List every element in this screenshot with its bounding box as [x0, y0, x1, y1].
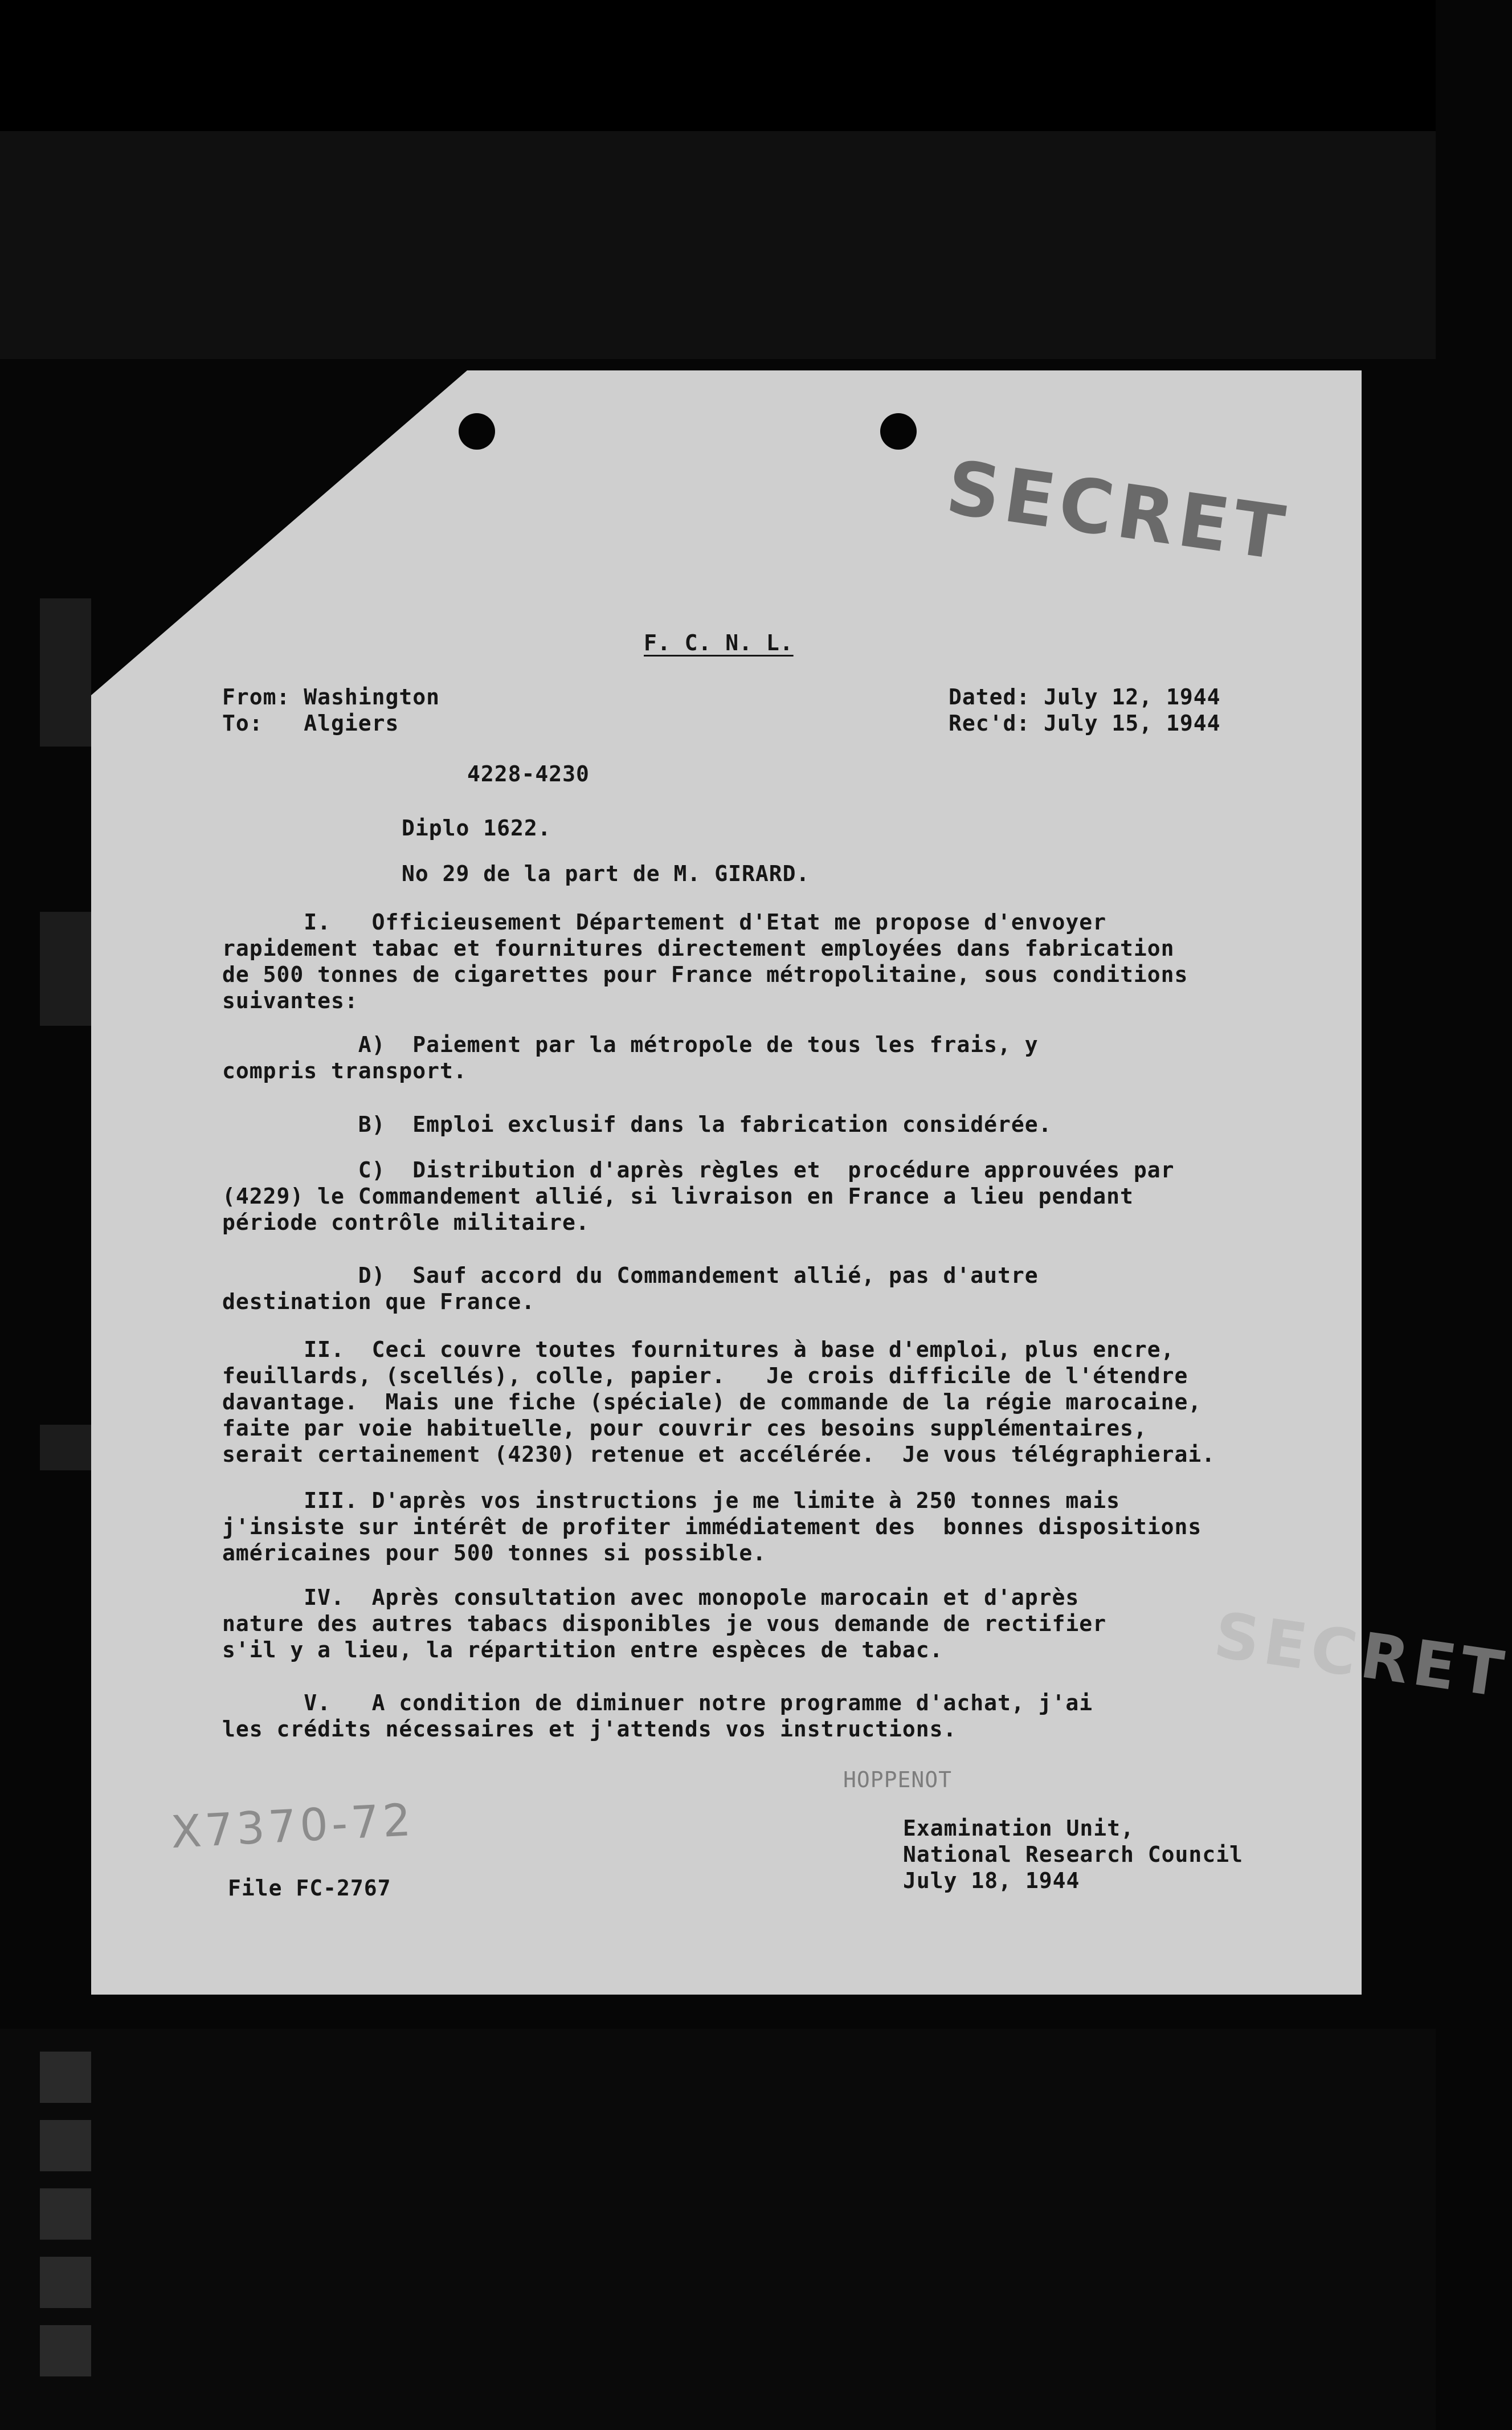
signature: HOPPENOT — [843, 1767, 953, 1792]
film-sprocket — [40, 2052, 91, 2103]
film-sprocket — [40, 912, 91, 1026]
film-sprocket — [40, 2188, 91, 2240]
paragraph-d: D) Sauf accord du Commandement allié, pas d'autre destination que France. — [222, 1263, 1039, 1314]
film-sprocket — [40, 1425, 91, 1470]
punch-hole — [459, 413, 495, 450]
paragraph-a: A) Paiement par la métropole de tous les frais, y compris transport. — [222, 1032, 1039, 1083]
film-band — [0, 131, 1436, 359]
paragraph-5: V. A condition de diminuer notre programme d'achat, j'ai les crédits nécessaires et j'attends vos instructions. — [222, 1690, 1093, 1742]
secret-stamp-ghost: SECRET — [1209, 1598, 1512, 1712]
to-line: To: Algiers — [222, 711, 399, 736]
paragraph-c: C) Distribution d'après règles et procédure approuvées par (4229) le Commandement allié, si livraison en France a lieu pendant période contrôle militaire. — [222, 1157, 1175, 1235]
film-sprocket — [40, 2120, 91, 2171]
from-line: From: Washington — [222, 684, 440, 710]
film-sprocket — [40, 598, 91, 747]
file-number: File FC-2767 — [228, 1875, 391, 1901]
examination-unit-block: Examination Unit, National Research Council July 18, 1944 — [903, 1816, 1243, 1893]
paragraph-1: I. Officieusement Département d'Etat me propose d'envoyer rapidement tabac et fournitures directement employées dans fabrication de 500 tonnes de cigarettes pour France métropolitaine, sous conditions suivantes: — [222, 910, 1188, 1013]
paragraph-2: II. Ceci couvre toutes fournitures à base d'emploi, plus encre, feuillards, (scellés), colle, papier. Je crois difficile de l'étendre davantage. Mais une fiche (spéciale) de commande de la régie marocaine, faite par voie habituelle, pour couvrir ces besoins supplémentaires, serait certainement (4230) retenue et accélérée. Je vous télégraphierai. — [222, 1337, 1216, 1467]
reference-number: 4228-4230 — [467, 761, 590, 786]
paragraph-3: III. D'après vos instructions je me limite à 250 tonnes mais j'insiste sur intérêt de profiter immédiatement des bonnes dispositions américaines pour 500 tonnes si possible. — [222, 1488, 1202, 1565]
film-sprocket — [40, 2257, 91, 2308]
dated-line: Dated: July 12, 1944 — [949, 684, 1221, 710]
film-top-border — [0, 0, 1436, 131]
subject-line: No 29 de la part de M. GIRARD. — [402, 861, 810, 886]
handwritten-number: X7370-72 — [169, 1794, 416, 1859]
secret-stamp: SECRET — [941, 443, 1294, 578]
paragraph-4: IV. Après consultation avec monopole marocain et d'après nature des autres tabacs disponibles je vous demande de rectifier s'il y a lieu, la répartition entre espèces de tabac. — [222, 1585, 1107, 1662]
diplo-number: Diplo 1622. — [402, 816, 551, 841]
film-sprocket — [40, 2325, 91, 2376]
paragraph-b: B) Emploi exclusif dans la fabrication considérée. — [222, 1112, 1052, 1137]
received-line: Rec'd: July 15, 1944 — [949, 711, 1221, 736]
punch-hole — [880, 413, 917, 450]
film-bottom-border — [0, 2029, 1436, 2430]
document-heading: F. C. N. L. — [644, 630, 794, 655]
